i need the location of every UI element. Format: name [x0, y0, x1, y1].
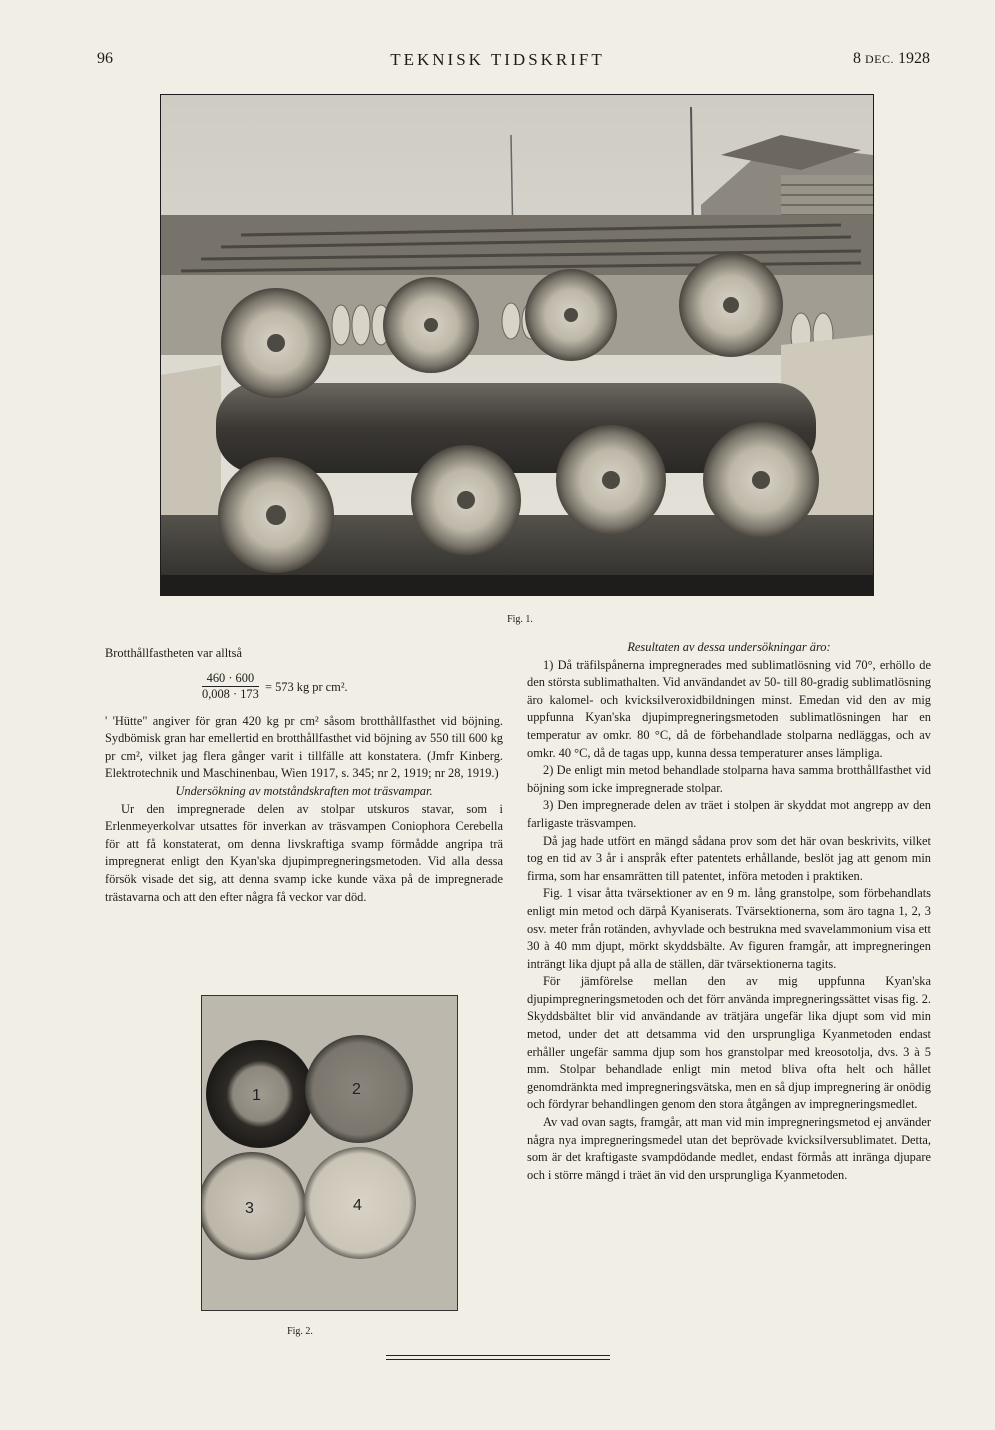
end-rule-top [386, 1355, 610, 1356]
section-heading-results: Resultaten av dessa undersökningar äro: [627, 640, 831, 654]
formula-fraction [202, 671, 259, 702]
end-rule-bottom [386, 1359, 610, 1360]
left-column [105, 645, 503, 906]
section-1-label: 1 [252, 1087, 261, 1104]
journal-title: TEKNISK TIDSKRIFT [390, 50, 605, 69]
paragraph-result-2: 2) De enligt min metod behandlade stolparna hava samma brotthållfasthet vid böjning som icke impregnerade stolpar. [527, 763, 931, 795]
paragraph-fungi-test: Ur den impregnerade delen av stolpar utskuros stavar, som i Erlenmeyerkolvar utsattes för inverkan av träsvampen Coniophora Cerebella för att få konstaterat, om denna livskraftiga svamp förmådde angripa trä impregnerat enligt den Kyan'ska djupimpregneringsmetoden. Vid alla dessa försök visade det sig, att denna svamp icke kunde växa på de impregnerade trästavarna och att den efter några få veckor var död. [105, 801, 503, 904]
paragraph-result-3: 3) Den impregnerade delen av träet i stolpen är skyddat mot angrepp av den farligaste träsvampen. [527, 798, 931, 830]
page-number: 96 [97, 50, 113, 67]
figure-2-photo [201, 995, 458, 1311]
right-column [527, 639, 931, 1184]
date-day: 8 [853, 50, 861, 67]
intro-text: Brotthållfastheten var alltså [105, 646, 242, 660]
issue-date [853, 50, 930, 68]
figure-1-photo [160, 94, 874, 596]
section-3 [202, 1152, 306, 1260]
log-stack-photo [161, 95, 873, 595]
strength-formula [105, 671, 503, 707]
formula-numerator: 460 · 600 [202, 671, 259, 687]
paragraph-conclusion: Av vad ovan sagts, framgår, att man vid min impregneringsmetod ej använder några nya impregneringsmedel utan det beprövade kvicksilversublimatet. Detta, som är det kraftigaste svampdödande medlet, endast förmås att inränga djupare och i större mängd i träet än vid den ursprungliga Kyanmetoden. [527, 1115, 931, 1182]
paragraph-patent: Då jag hade utfört en mängd sådana prov som det här ovan beskrivits, vilket tog en tid av 3 år i anspråk efter patentets erhållande, beslöt jag att genom min firma, som har ensamrätten till patentet, införa metoden i praktiken. [527, 833, 931, 883]
paragraph-result-1: 1) Då träfilspånerna impregnerades med sublimatlösning vid 70°, erhöllo de den största sublimathalten. Vid användandet av 50- till 80-gradig sublimatlösning äro kalomel- och kvicksilveroxidbildningen minst. Emedan vid den av mig uppfunna Kyan'ska djupimpregneringsmetoden sublimatlösningen har en temperatur av omkr. 80 °C, då de förbehandlade stolparna nedläggas, och av omkr. 40 °C, då de tagas upp, kunna dessa temperaturer anses lämpliga. [527, 657, 931, 760]
paragraph-fig2: För jämförelse mellan den av mig uppfunna Kyan'ska djupimpregneringsmetoden och det förr använda impregneringssättet visas fig. 2. Skyddsbältet blir vid användande av trätjära ungefär lika djupt som vid min metod, under det att detsamma vid den ursprungliga Kyanmetoden endast erhåller ungefär samma djup som hos granstolpar med kreosotolja, dvs. 3 à 5 mm. Stolpar behandlade enligt min metod bliva ofta helt och hållet genomdränkta med impregneringsvätska, men en så djup impregnering är onödig och fördyrar behandlingen genom den stora åtgången av impregneringsmedlet. [527, 974, 931, 1112]
section-3-label: 3 [245, 1200, 254, 1217]
paragraph-hutte: ' 'Hütte" angiver för gran 420 kg pr cm² såsom brotthållfasthet vid böjning. Sydbömisk gran har emellertid en brotthållfasthet vid böjning av 550 till 600 kg pr cm², vilket jag flera gånger varit i tillfälle att konstatera. (Jmfr Kinberg. Elektrotechnik und Maschinenbau, Wien 1917, s. 345; nr 2, 1919; nr 28, 1919.) [105, 713, 503, 781]
figure-1-caption: Fig. 1. [507, 614, 533, 625]
cross-sections-photo [202, 996, 457, 1310]
date-month: DEC. [865, 52, 894, 66]
paragraph-fig1: Fig. 1 visar åtta tvärsektioner av en 9 m. lång granstolpe, som förbehandlats enligt min metod och därpå Kyaniserats. Tvärsektionerna, som äro tagna 1, 2, 3 osv. meter från rotänden, avhyvlade och bestrukna med svavelammonium visa ett 30 à 40 mm djupt, mörkt skyddsbälte. Av figuren framgår, att impregneringen inträngt lika djupt på alla de ställen, där tvärsektionerna tagits. [527, 886, 931, 971]
formula-result: = 573 kg pr cm². [265, 679, 348, 694]
section-4-label: 4 [353, 1197, 362, 1214]
figure-2-caption: Fig. 2. [287, 1326, 313, 1337]
section-heading-fungi: Undersökning av motståndskraften mot träsvampar. [175, 783, 433, 798]
date-year: 1928 [898, 50, 930, 67]
formula-denominator: 0,008 · 173 [202, 686, 259, 701]
section-2-label: 2 [352, 1081, 361, 1098]
